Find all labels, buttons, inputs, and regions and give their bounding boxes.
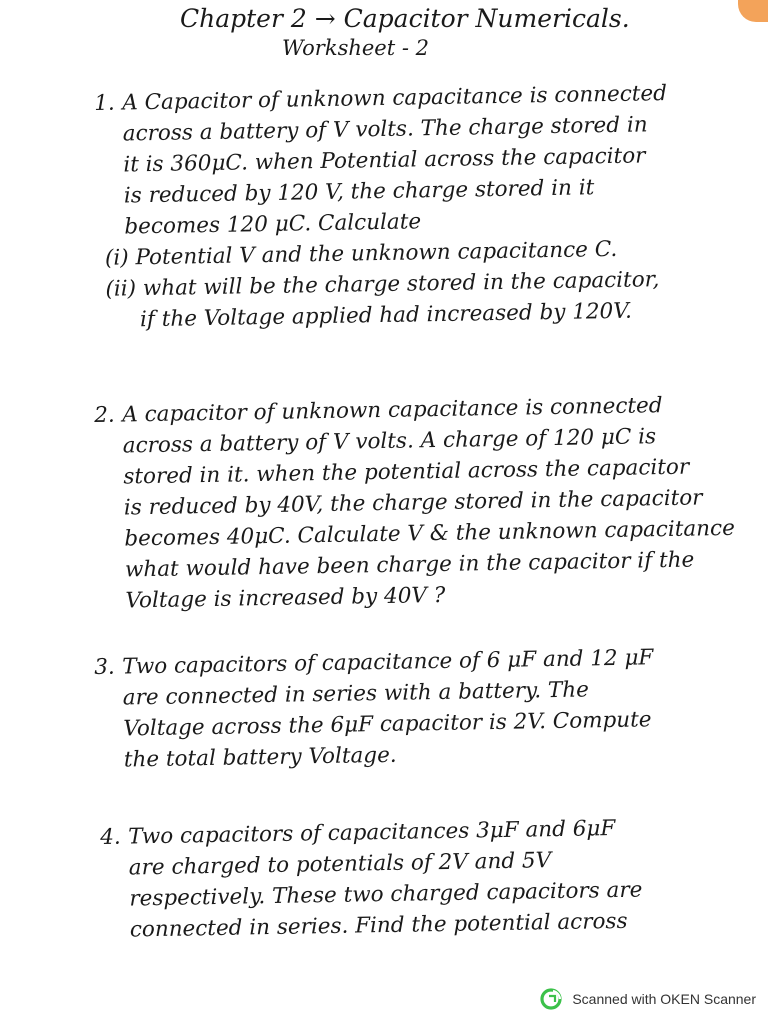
question-line: becomes 40μC. Calculate V & the unknown capacitance <box>124 515 736 552</box>
question-line: stored in it. when the potential across the capacitor <box>123 454 690 490</box>
corner-mark <box>738 0 768 22</box>
question-1 <box>94 78 671 336</box>
question-number: 4. <box>100 824 122 850</box>
question-number: 1. <box>94 90 116 116</box>
question-line: is reduced by 40V, the charge stored in the capacitor <box>123 485 703 521</box>
question-line: respectively. These two charged capacitors are <box>129 877 643 912</box>
question-line: are charged to potentials of 2V and 5V <box>128 848 552 881</box>
question-line: the total battery Voltage. <box>123 742 397 773</box>
question-2 <box>94 389 736 617</box>
question-line: Two capacitors of capacitances 3μF and 6μF <box>128 816 616 850</box>
subpart-label: (ii) <box>105 276 137 302</box>
subpart-line: what will be the charge stored in the capacitor, <box>142 267 660 302</box>
question-line: Two capacitors of capacitance of 6 μF and 12 μF <box>122 645 654 680</box>
oken-logo-icon <box>540 988 562 1010</box>
question-line: Voltage is increased by 40V ? <box>125 582 446 614</box>
question-line: is reduced by 120 V, the charge stored in it <box>123 175 595 209</box>
scanner-text: Scanned with OKEN Scanner <box>572 991 756 1007</box>
subpart-label: (i) <box>104 245 129 271</box>
question-line: it is 360μC. when Potential across the capacitor <box>123 143 646 178</box>
question-line: are connected in series with a battery. The <box>122 677 590 711</box>
question-line: what would have been charge in the capacitor if the <box>124 547 695 583</box>
question-4 <box>100 813 643 946</box>
question-line: A Capacitor of unknown capacitance is connected <box>122 81 668 116</box>
subpart-line: Potential V and the unknown capacitance C. <box>135 236 618 271</box>
scanner-watermark <box>540 988 756 1010</box>
question-line: Voltage across the 6μF capacitor is 2V. Compute <box>123 707 652 742</box>
page-subtitle: Worksheet - 2 <box>282 36 429 60</box>
page-title: Chapter 2 → Capacitor Numericals. <box>180 4 630 33</box>
question-line: connected in series. Find the potential across <box>129 908 628 943</box>
question-line: across a battery of V volts. A charge of 120 μC is <box>122 424 657 459</box>
question-line: becomes 120 μC. Calculate <box>124 209 422 240</box>
question-line: A capacitor of unknown capacitance is connected <box>122 393 663 428</box>
question-number: 2. <box>94 402 116 428</box>
question-line: across a battery of V volts. The charge stored in <box>122 112 648 147</box>
question-number: 3. <box>94 654 116 680</box>
subpart-line: if the Voltage applied had increased by 120V. <box>139 298 633 333</box>
question-3 <box>94 642 655 776</box>
